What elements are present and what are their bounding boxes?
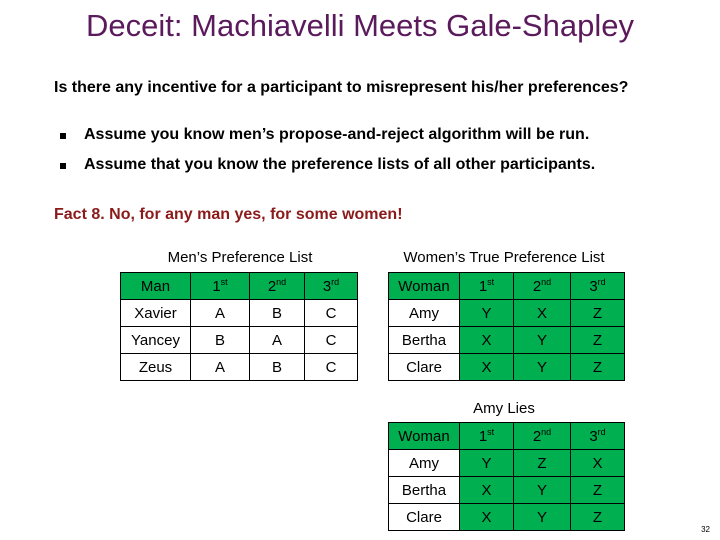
header-cell: 1st	[460, 273, 514, 300]
table-cell: C	[305, 327, 358, 354]
table-row	[389, 477, 625, 504]
women-true-preference-table	[388, 272, 625, 381]
table-cell: Y	[460, 300, 514, 327]
table-cell: X	[514, 300, 571, 327]
table-cell: X	[460, 327, 514, 354]
header-cell: Woman	[389, 423, 460, 450]
header-cell: 2nd	[514, 273, 571, 300]
table-cell: Z	[514, 450, 571, 477]
amy-lies-preference-table	[388, 422, 625, 531]
table-cell: Bertha	[389, 477, 460, 504]
table-row	[389, 504, 625, 531]
table-cell: Y	[514, 327, 571, 354]
table-cell: X	[460, 504, 514, 531]
table-header-row	[121, 273, 358, 300]
table-cell: Y	[514, 477, 571, 504]
table-row	[389, 327, 625, 354]
table-cell: Clare	[389, 354, 460, 381]
table-row	[389, 300, 625, 327]
table-row	[121, 300, 358, 327]
bullet-square-icon	[60, 133, 66, 139]
table-cell: Yancey	[121, 327, 191, 354]
table-cell: B	[250, 354, 305, 381]
table-cell: Z	[571, 477, 625, 504]
table-cell: A	[191, 354, 250, 381]
table-cell: Amy	[389, 300, 460, 327]
table-row	[121, 354, 358, 381]
header-cell: Woman	[389, 273, 460, 300]
table-cell: Z	[571, 354, 625, 381]
table-cell: C	[305, 354, 358, 381]
bullet-text: Assume that you know the preference lists of all other participants.	[84, 156, 596, 173]
table-cell: Z	[571, 327, 625, 354]
fact-statement: Fact 8. No, for any man yes, for some women!	[54, 206, 403, 223]
table-cell: Amy	[389, 450, 460, 477]
header-cell: 1st	[191, 273, 250, 300]
table-cell: Bertha	[389, 327, 460, 354]
table-cell: Z	[571, 504, 625, 531]
page-number: 32	[701, 525, 710, 534]
header-cell: 2nd	[250, 273, 305, 300]
table-cell: Z	[571, 300, 625, 327]
header-cell: 1st	[460, 423, 514, 450]
question-text: Is there any incentive for a participant to misrepresent his/her preferences?	[54, 79, 629, 96]
table-row	[121, 327, 358, 354]
table-cell: A	[191, 300, 250, 327]
table-cell: C	[305, 300, 358, 327]
table-cell: X	[571, 450, 625, 477]
header-cell: Man	[121, 273, 191, 300]
lies-table-caption: Amy Lies	[473, 400, 535, 417]
table-cell: Clare	[389, 504, 460, 531]
table-cell: B	[250, 300, 305, 327]
table-cell: B	[191, 327, 250, 354]
table-cell: X	[460, 354, 514, 381]
header-cell: 3rd	[571, 273, 625, 300]
bullet-square-icon	[60, 163, 66, 169]
table-cell: A	[250, 327, 305, 354]
header-cell: 2nd	[514, 423, 571, 450]
table-header-row	[389, 273, 625, 300]
women-table-caption: Women’s True Preference List	[403, 249, 605, 266]
table-cell: Y	[514, 504, 571, 531]
table-cell: Xavier	[121, 300, 191, 327]
header-cell: 3rd	[305, 273, 358, 300]
table-cell: X	[460, 477, 514, 504]
bullet-text: Assume you know men’s propose-and-reject algorithm will be run.	[84, 126, 590, 143]
table-header-row	[389, 423, 625, 450]
table-row	[389, 450, 625, 477]
header-cell: 3rd	[571, 423, 625, 450]
table-cell: Y	[460, 450, 514, 477]
table-cell: Zeus	[121, 354, 191, 381]
men-preference-table	[120, 272, 358, 381]
table-cell: Y	[514, 354, 571, 381]
men-table-caption: Men’s Preference List	[167, 249, 313, 266]
slide-title: Deceit: Machiavelli Meets Gale-Shapley	[86, 8, 634, 43]
table-row	[389, 354, 625, 381]
